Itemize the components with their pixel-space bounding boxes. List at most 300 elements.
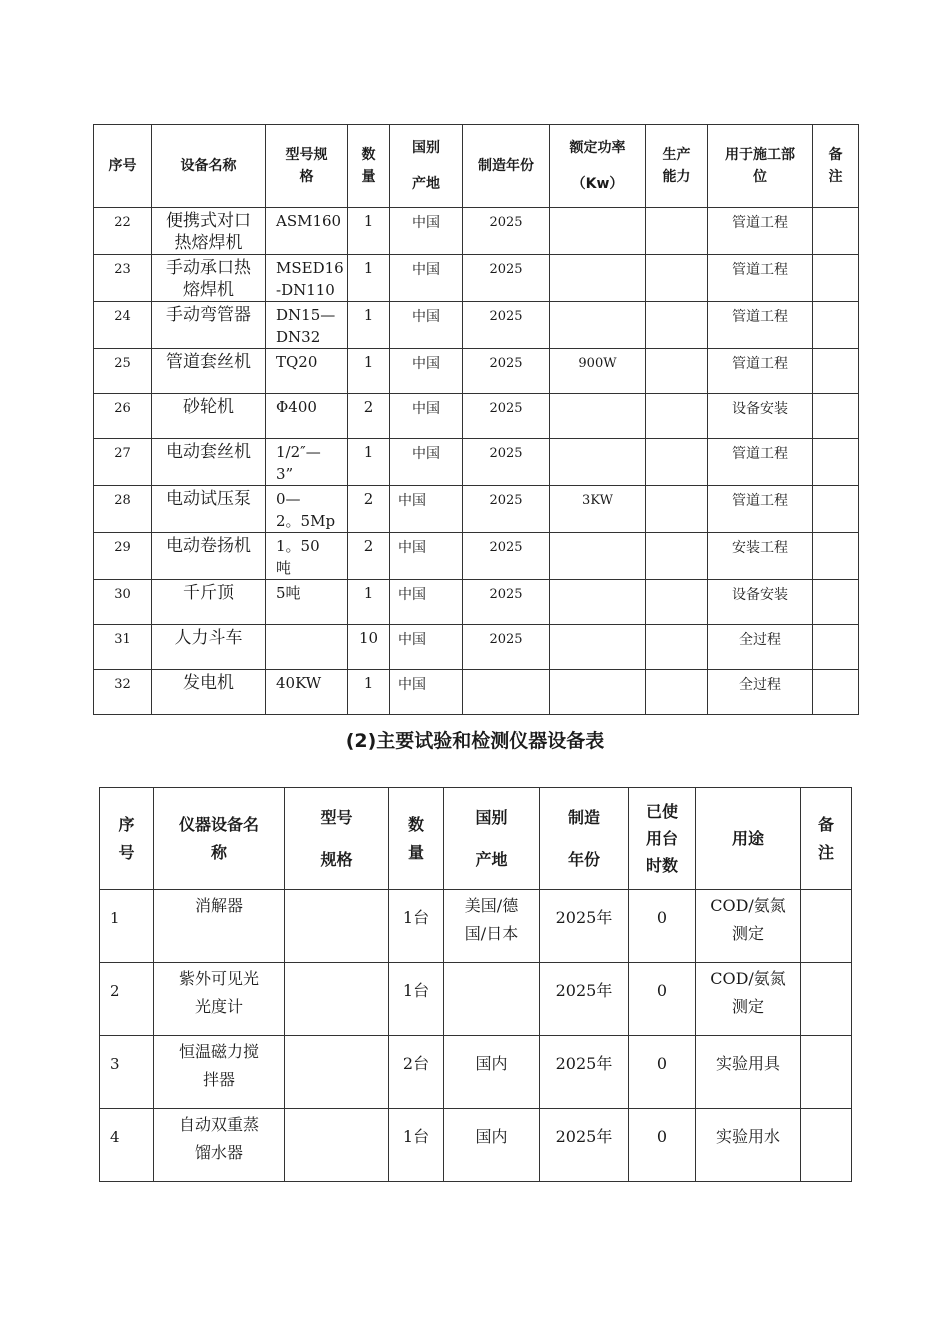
- cell-year: [540, 1036, 629, 1109]
- cell-use-text: COD/氨氮: [710, 896, 786, 915]
- cell-year-text: 2025: [489, 356, 523, 371]
- cell-spec: [285, 963, 389, 1036]
- cell-remark: [813, 394, 859, 439]
- cell-origin: [390, 670, 463, 715]
- cell-spec-text: TQ20: [276, 353, 318, 371]
- instrument-header-row: [100, 788, 852, 890]
- cell-qty-text: 1台: [402, 1127, 430, 1146]
- cell-remark: [813, 580, 859, 625]
- cell-no-text: 28: [114, 493, 131, 508]
- cell-qty-text: 1: [363, 306, 374, 324]
- cell-origin-text: 国内: [475, 1127, 508, 1146]
- header-spec: 型号规 格: [266, 125, 348, 208]
- cell-power-text: 3KW: [582, 493, 613, 508]
- cell-year-text: 2025年: [555, 908, 613, 927]
- cell-use: [696, 963, 801, 1036]
- cell-use-text: 管道工程: [732, 215, 788, 231]
- header-remark: 备 注: [813, 125, 859, 208]
- cell-name-text: 千斤顶: [183, 583, 234, 603]
- cell-capacity: [646, 208, 708, 255]
- equipment-row: [94, 255, 859, 302]
- cell-origin-text: 中国: [398, 587, 426, 603]
- cell-remark: [813, 670, 859, 715]
- cell-qty: [348, 349, 390, 394]
- cell-no: [100, 1109, 154, 1182]
- cell-no-text: 25: [114, 356, 131, 371]
- cell-remark: [801, 963, 852, 1036]
- cell-qty-text: 1: [363, 584, 374, 602]
- cell-origin: [390, 533, 463, 580]
- cell-use: [708, 486, 813, 533]
- cell-capacity: [646, 486, 708, 533]
- cell-qty-text: 2: [363, 490, 374, 508]
- cell-name-text: 光度计: [194, 997, 243, 1016]
- cell-capacity: [646, 580, 708, 625]
- cell-use: [708, 533, 813, 580]
- cell-qty: [348, 486, 390, 533]
- cell-origin-text: 中国: [412, 446, 440, 462]
- cell-spec-text: DN15—: [276, 306, 336, 324]
- cell-origin: [390, 302, 463, 349]
- cell-qty: [348, 255, 390, 302]
- cell-qty: [389, 1036, 444, 1109]
- cell-spec: [266, 625, 348, 670]
- equipment-row: [94, 208, 859, 255]
- cell-spec-text: 1。50: [276, 537, 320, 555]
- cell-power: [550, 625, 646, 670]
- cell-year-text: 2025: [489, 215, 523, 230]
- cell-hours-text: 0: [656, 908, 668, 927]
- cell-hours: [629, 890, 696, 963]
- cell-use-text: 测定: [731, 924, 764, 943]
- cell-origin: [390, 486, 463, 533]
- cell-remark: [813, 349, 859, 394]
- cell-name: [152, 625, 266, 670]
- cell-name: [152, 255, 266, 302]
- cell-spec-text: 3”: [276, 465, 294, 483]
- cell-name-text: 熔焊机: [183, 280, 234, 300]
- cell-use: [696, 890, 801, 963]
- cell-year-text: 2025年: [555, 1054, 613, 1073]
- cell-spec: [266, 670, 348, 715]
- cell-qty-text: 1: [363, 353, 374, 371]
- cell-spec: [266, 439, 348, 486]
- cell-year: [463, 533, 550, 580]
- cell-no-text: 3: [110, 1055, 120, 1073]
- cell-no: [94, 394, 152, 439]
- cell-origin: [390, 625, 463, 670]
- cell-power: [550, 580, 646, 625]
- cell-origin: [390, 439, 463, 486]
- cell-no-text: 4: [110, 1128, 120, 1146]
- cell-spec: [266, 349, 348, 394]
- cell-no: [100, 963, 154, 1036]
- cell-name-text: 砂轮机: [183, 397, 234, 417]
- equipment-row: [94, 486, 859, 533]
- cell-year: [463, 302, 550, 349]
- header-no: 序 号: [100, 788, 154, 890]
- cell-use-text: 测定: [731, 997, 764, 1016]
- cell-no-text: 32: [114, 677, 131, 692]
- cell-name: [154, 890, 285, 963]
- cell-no-text: 24: [114, 309, 131, 324]
- cell-qty: [348, 302, 390, 349]
- cell-name-text: 热熔焊机: [174, 233, 243, 253]
- cell-spec: [266, 208, 348, 255]
- cell-no: [94, 533, 152, 580]
- header-origin: 国别 产地: [390, 125, 463, 208]
- cell-no-text: 31: [114, 632, 131, 647]
- cell-power: [550, 486, 646, 533]
- cell-use-text: COD/氨氮: [710, 969, 786, 988]
- header-capacity: 生产 能力: [646, 125, 708, 208]
- cell-origin-text: 美国/德: [464, 896, 519, 915]
- cell-name: [154, 963, 285, 1036]
- cell-name-text: 发电机: [183, 673, 234, 693]
- cell-spec-text: Φ400: [276, 398, 317, 416]
- cell-year: [540, 963, 629, 1036]
- cell-spec-text: 吨: [276, 559, 292, 577]
- cell-no-text: 26: [114, 401, 131, 416]
- cell-name: [152, 533, 266, 580]
- header-year: 制造 年份: [540, 788, 629, 890]
- cell-origin: [390, 580, 463, 625]
- cell-no-text: 30: [114, 587, 131, 602]
- cell-spec: [266, 533, 348, 580]
- cell-power: [550, 533, 646, 580]
- header-power: 额定功率 （Kw）: [550, 125, 646, 208]
- cell-qty-text: 10: [358, 629, 379, 647]
- cell-no: [94, 208, 152, 255]
- equipment-row: [94, 439, 859, 486]
- cell-qty: [348, 625, 390, 670]
- cell-use-text: 实验用水: [715, 1127, 780, 1146]
- cell-hours-text: 0: [656, 981, 668, 1000]
- cell-remark: [801, 1036, 852, 1109]
- cell-spec: [266, 486, 348, 533]
- cell-origin: [390, 255, 463, 302]
- equipment-row: [94, 533, 859, 580]
- cell-year-text: 2025年: [555, 1127, 613, 1146]
- cell-origin-text: 中国: [412, 215, 440, 231]
- cell-capacity: [646, 625, 708, 670]
- cell-qty: [348, 439, 390, 486]
- cell-qty-text: 1: [363, 674, 374, 692]
- cell-name: [152, 580, 266, 625]
- cell-spec: [285, 890, 389, 963]
- cell-name-text: 管道套丝机: [166, 352, 251, 372]
- cell-year-text: 2025: [489, 309, 523, 324]
- cell-power: [550, 439, 646, 486]
- cell-origin-text: 国内: [475, 1054, 508, 1073]
- cell-remark: [813, 255, 859, 302]
- cell-remark: [813, 439, 859, 486]
- cell-use-text: 管道工程: [732, 356, 788, 372]
- cell-remark: [813, 208, 859, 255]
- cell-capacity: [646, 439, 708, 486]
- cell-use: [708, 580, 813, 625]
- cell-use-text: 管道工程: [732, 262, 788, 278]
- header-hours: 已使 用台 时数: [629, 788, 696, 890]
- header-name: 设备名称: [152, 125, 266, 208]
- cell-remark: [813, 625, 859, 670]
- cell-year: [540, 890, 629, 963]
- cell-qty: [348, 208, 390, 255]
- header-use: 用途: [696, 788, 801, 890]
- cell-spec: [266, 255, 348, 302]
- cell-qty: [348, 670, 390, 715]
- cell-qty-text: 1: [363, 443, 374, 461]
- cell-year-text: 2025: [489, 493, 523, 508]
- cell-use: [696, 1109, 801, 1182]
- cell-no-text: 2: [110, 982, 120, 1000]
- cell-qty-text: 1: [363, 212, 374, 230]
- cell-spec: [285, 1109, 389, 1182]
- instrument-row: [100, 890, 852, 963]
- cell-year: [463, 670, 550, 715]
- cell-spec-text: 5吨: [276, 584, 301, 602]
- cell-name: [152, 208, 266, 255]
- cell-use: [708, 439, 813, 486]
- cell-capacity: [646, 255, 708, 302]
- cell-qty-text: 1: [363, 259, 374, 277]
- cell-hours-text: 0: [656, 1054, 668, 1073]
- cell-year: [463, 625, 550, 670]
- instrument-table: [99, 787, 852, 1182]
- cell-spec-text: 2。5Mp: [276, 512, 336, 530]
- cell-year-text: 2025: [489, 587, 523, 602]
- cell-name-text: 便携式对口: [166, 211, 251, 231]
- cell-name-text: 电动卷扬机: [166, 536, 251, 556]
- cell-name-text: 紫外可见光: [178, 969, 259, 988]
- cell-use-text: 管道工程: [732, 446, 788, 462]
- cell-origin: [390, 349, 463, 394]
- cell-qty-text: 1台: [402, 981, 430, 1000]
- cell-qty: [348, 533, 390, 580]
- cell-no: [100, 1036, 154, 1109]
- cell-name: [152, 670, 266, 715]
- cell-year: [463, 439, 550, 486]
- header-qty: 数 量: [389, 788, 444, 890]
- cell-power: [550, 394, 646, 439]
- cell-name-text: 馏水器: [194, 1143, 243, 1162]
- cell-use: [708, 625, 813, 670]
- cell-spec-text: DN32: [276, 328, 321, 346]
- cell-qty: [348, 580, 390, 625]
- cell-use-text: 管道工程: [732, 493, 788, 509]
- cell-hours: [629, 963, 696, 1036]
- cell-use-text: 全过程: [739, 677, 781, 693]
- cell-power: [550, 349, 646, 394]
- cell-remark: [801, 1109, 852, 1182]
- cell-year: [463, 349, 550, 394]
- cell-name: [152, 302, 266, 349]
- cell-name: [152, 439, 266, 486]
- cell-year-text: 2025: [489, 632, 523, 647]
- header-year: 制造年份: [463, 125, 550, 208]
- header-remark: 备 注: [801, 788, 852, 890]
- cell-year: [463, 255, 550, 302]
- cell-hours-text: 0: [656, 1127, 668, 1146]
- cell-capacity: [646, 349, 708, 394]
- cell-year-text: 2025年: [555, 981, 613, 1000]
- cell-qty: [348, 394, 390, 439]
- cell-name-text: 电动试压泵: [166, 489, 251, 509]
- cell-no: [94, 255, 152, 302]
- cell-use-text: 设备安装: [732, 587, 788, 603]
- equipment-table: [93, 124, 859, 715]
- cell-origin-text: 中国: [398, 493, 426, 509]
- cell-power-text: 900W: [578, 356, 617, 371]
- cell-name-text: 手动弯管器: [166, 305, 251, 325]
- header-qty: 数 量: [348, 125, 390, 208]
- cell-use: [708, 670, 813, 715]
- equipment-row: [94, 580, 859, 625]
- cell-qty-text: 2台: [402, 1054, 430, 1073]
- cell-qty: [389, 890, 444, 963]
- cell-use: [708, 349, 813, 394]
- cell-name-text: 手动承口热: [166, 258, 251, 278]
- cell-origin: [444, 1109, 540, 1182]
- cell-name: [154, 1109, 285, 1182]
- cell-origin: [390, 394, 463, 439]
- cell-name-text: 电动套丝机: [166, 442, 251, 462]
- cell-power: [550, 255, 646, 302]
- cell-origin-text: 中国: [398, 677, 426, 693]
- equipment-row: [94, 625, 859, 670]
- cell-year-text: 2025: [489, 262, 523, 277]
- cell-no: [94, 580, 152, 625]
- cell-origin-text: 中国: [398, 540, 426, 556]
- cell-name-text: 恒温磁力搅: [178, 1042, 259, 1061]
- cell-spec: [266, 580, 348, 625]
- cell-origin-text: 中国: [412, 356, 440, 372]
- cell-origin: [444, 1036, 540, 1109]
- cell-no: [94, 486, 152, 533]
- cell-power: [550, 670, 646, 715]
- header-no: 序号: [94, 125, 152, 208]
- cell-spec: [285, 1036, 389, 1109]
- cell-remark: [813, 533, 859, 580]
- cell-spec: [266, 394, 348, 439]
- header-use: 用于施工部 位: [708, 125, 813, 208]
- cell-use: [708, 302, 813, 349]
- cell-year: [463, 208, 550, 255]
- cell-qty: [389, 1109, 444, 1182]
- cell-use-text: 设备安装: [732, 401, 788, 417]
- cell-use-text: 全过程: [739, 632, 781, 648]
- cell-name: [152, 486, 266, 533]
- cell-origin-text: 中国: [398, 632, 426, 648]
- cell-no: [94, 302, 152, 349]
- cell-year-text: 2025: [489, 401, 523, 416]
- cell-no: [100, 890, 154, 963]
- cell-year: [463, 486, 550, 533]
- cell-spec-text: 40KW: [276, 674, 322, 692]
- header-name: 仪器设备名 称: [154, 788, 285, 890]
- cell-use: [708, 208, 813, 255]
- cell-capacity: [646, 670, 708, 715]
- equipment-row: [94, 394, 859, 439]
- cell-no-text: 22: [114, 215, 131, 230]
- cell-hours: [629, 1109, 696, 1182]
- equipment-header-row: [94, 125, 859, 208]
- cell-name-text: 消解器: [194, 896, 243, 915]
- cell-name: [154, 1036, 285, 1109]
- cell-origin: [444, 890, 540, 963]
- cell-spec-text: 1/2″—: [276, 443, 321, 461]
- cell-no-text: 1: [110, 909, 120, 927]
- section-heading: (2)主要试验和检测仪器设备表: [345, 730, 605, 752]
- cell-name: [152, 349, 266, 394]
- cell-use-text: 安装工程: [732, 540, 788, 556]
- cell-origin-text: 中国: [412, 309, 440, 325]
- instrument-row: [100, 1109, 852, 1182]
- equipment-row: [94, 302, 859, 349]
- cell-no-text: 23: [114, 262, 131, 277]
- cell-capacity: [646, 394, 708, 439]
- cell-capacity: [646, 533, 708, 580]
- cell-year-text: 2025: [489, 446, 523, 461]
- cell-name-text: 拌器: [202, 1070, 235, 1089]
- cell-spec-text: 0—: [276, 490, 301, 508]
- equipment-row: [94, 670, 859, 715]
- cell-no-text: 27: [114, 446, 131, 461]
- cell-origin-text: 中国: [412, 262, 440, 278]
- cell-origin: [390, 208, 463, 255]
- cell-use: [708, 255, 813, 302]
- cell-qty-text: 2: [363, 398, 374, 416]
- cell-spec-text: MSED16: [276, 259, 344, 277]
- cell-year-text: 2025: [489, 540, 523, 555]
- cell-name: [152, 394, 266, 439]
- cell-qty-text: 1台: [402, 908, 430, 927]
- header-spec: 型号 规格: [285, 788, 389, 890]
- cell-year: [463, 394, 550, 439]
- cell-remark: [801, 890, 852, 963]
- cell-qty-text: 2: [363, 537, 374, 555]
- cell-no-text: 29: [114, 540, 131, 555]
- cell-capacity: [646, 302, 708, 349]
- cell-spec-text: -DN110: [276, 281, 335, 299]
- cell-year: [540, 1109, 629, 1182]
- cell-no: [94, 625, 152, 670]
- cell-no: [94, 349, 152, 394]
- cell-use-text: 管道工程: [732, 309, 788, 325]
- cell-use: [708, 394, 813, 439]
- cell-use: [696, 1036, 801, 1109]
- cell-remark: [813, 302, 859, 349]
- cell-origin: [444, 963, 540, 1036]
- cell-origin-text: 中国: [412, 401, 440, 417]
- cell-spec-text: ASM160: [276, 212, 342, 230]
- cell-power: [550, 302, 646, 349]
- cell-power: [550, 208, 646, 255]
- header-origin: 国别 产地: [444, 788, 540, 890]
- cell-name-text: 人力斗车: [174, 628, 243, 648]
- cell-remark: [813, 486, 859, 533]
- cell-qty: [389, 963, 444, 1036]
- cell-no: [94, 439, 152, 486]
- cell-spec: [266, 302, 348, 349]
- cell-year: [463, 580, 550, 625]
- cell-hours: [629, 1036, 696, 1109]
- cell-no: [94, 670, 152, 715]
- cell-use-text: 实验用具: [715, 1054, 780, 1073]
- instrument-row: [100, 963, 852, 1036]
- cell-name-text: 自动双重蒸: [178, 1115, 259, 1134]
- cell-origin-text: 国/日本: [464, 924, 519, 943]
